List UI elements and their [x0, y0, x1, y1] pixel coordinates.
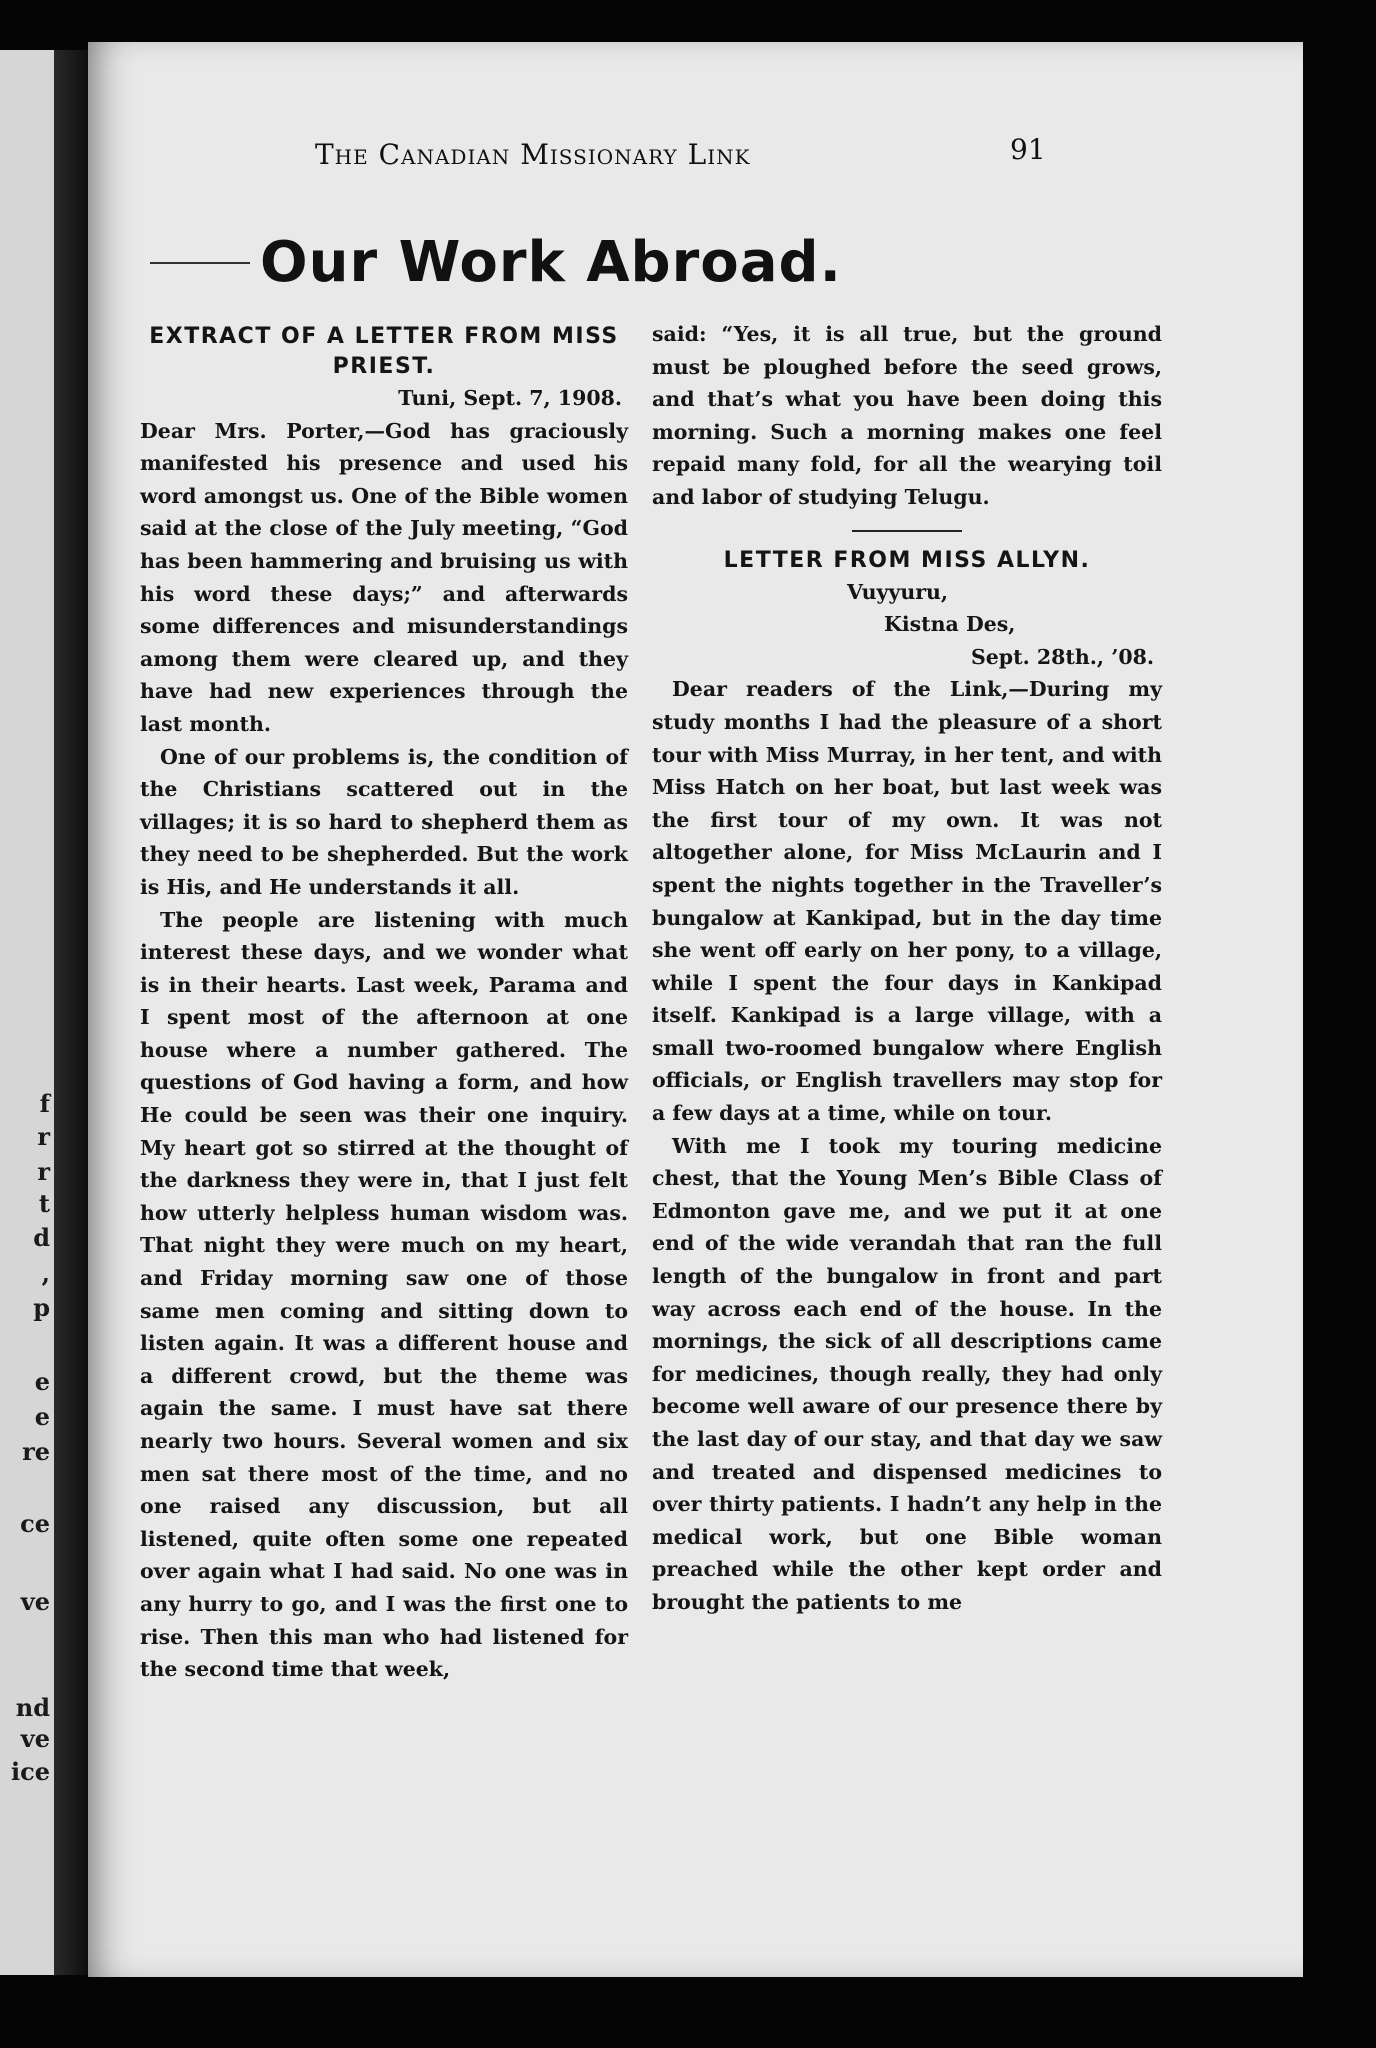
adjacent-page-fragment: e [34, 1402, 50, 1431]
adjacent-page-fragment: , [41, 1259, 50, 1288]
article2-address-line: Vuyyuru, [847, 579, 949, 604]
adjacent-page-fragment: d [33, 1223, 50, 1252]
article1-paragraph: One of our problems is, the condition of the Christians scattered out in the villages; it is so hard to shepherd them as they need to be shepherded. But the work is His, and He understands it all. [140, 744, 628, 899]
article1-continuation: said: “Yes, it is all true, but the ground must be ploughed before the seed grows, and that’s what you have been doing this morning. Such a morning makes one feel repaid many fold, for all the wearying toil and labor of studying Telugu. [652, 322, 1162, 509]
adjacent-page-fragment: nd [15, 1693, 50, 1722]
adjacent-page-edge [0, 50, 92, 1975]
section-title: Our Work Abroad. [260, 230, 842, 295]
article2-address-line: Kistna Des, [884, 612, 1016, 637]
adjacent-page-fragment: ve [20, 1587, 50, 1616]
adjacent-page-fragment: t [38, 1189, 50, 1218]
adjacent-page-fragment: re [22, 1437, 50, 1466]
title-rule [150, 262, 250, 264]
article1-paragraph: Dear Mrs. Porter,—God has graciously manifested his presence and used his word amongst us. One of the Bible women said at the close of the July meeting, “God has been hammering and bruising us with his word these days;” and afterwards some differences and misunderstandings among them were cleared up, and they have had new experiences through the last month. [140, 418, 628, 736]
article1-heading: EXTRACT OF A LETTER FROM MISS PRIEST. [149, 324, 619, 379]
adjacent-page-fragment: r [37, 1157, 50, 1186]
left-column [140, 322, 628, 1686]
adjacent-page-fragment: r [37, 1122, 50, 1151]
adjacent-page-fragment: ce [20, 1509, 50, 1538]
article1-dateline: Tuni, Sept. 7, 1908. [398, 386, 622, 410]
adjacent-page-fragment: ice [11, 1757, 50, 1786]
right-column [652, 318, 1162, 1619]
article2-paragraph: Dear readers of the Link,—During my study months I had the pleasure of a short tour with Miss Murray, in her tent, and with Miss Hatch on her boat, but last week was the first tour of my own. It was not altogether alone, for Miss McLaurin and I spent the nights together in the Traveller’s bungalow at Kankipad, but in the day time she went off early on her pony, to a village, while I spent the four days in Kankipad itself. Kankipad is a large village, with a small two-roomed bungalow where English officials, or English travellers may stop for a few days at a time, while on tour. [652, 677, 1162, 1126]
adjacent-page-fragment: p [33, 1293, 50, 1322]
running-head: The Canadian Missionary Link [315, 138, 751, 171]
article1-paragraph: The people are listening with much interest these days, and we wonder what is in their hearts. Last week, Parama and I spent most of the afternoon at one house where a number gathered. The questions of God having a form, and how He could be seen was their one inquiry. My heart got so stirred at the thought of the darkness they were in, that I just felt how utterly helpless human wisdom was. That night they were much on my heart, and Friday morning saw one of those same men coming and sitting down to listen again. It was a different house and a different crowd, but the theme was again the same. I must have sat there nearly two hours. Several women and six men sat there most of the time, and no one raised any discussion, but all listened, quite often some one repeated over again what I had said. No one was in any hurry to go, and I was the first one to rise. Then this man who had listened for the second time that week, [140, 907, 628, 1682]
adjacent-page-fragment: f [39, 1089, 50, 1118]
article-divider [852, 530, 962, 532]
adjacent-page-fragment: e [34, 1367, 50, 1396]
article2-dateline: Sept. 28th., ’08. [970, 644, 1154, 669]
page-gutter [54, 50, 92, 1975]
article2-heading: LETTER FROM MISS ALLYN. [723, 547, 1091, 573]
page-number: 91 [1010, 133, 1046, 166]
article2-paragraph: With me I took my touring medicine chest, that the Young Men’s Bible Class of Edmonton gave me, and we put it at one end of the wide verandah that ran the full length of the bungalow in front and part way across each end of the house. In the mornings, the sick of all descriptions came for medicines, though really, they had only become well aware of our presence there by the last day of our stay, and that day we saw and treated and dispensed medicines to over thirty patients. I hadn’t any help in the medical work, but one Bible woman preached while the other kept order and brought the patients to me [652, 1133, 1162, 1614]
adjacent-page-fragment: ve [20, 1724, 50, 1753]
